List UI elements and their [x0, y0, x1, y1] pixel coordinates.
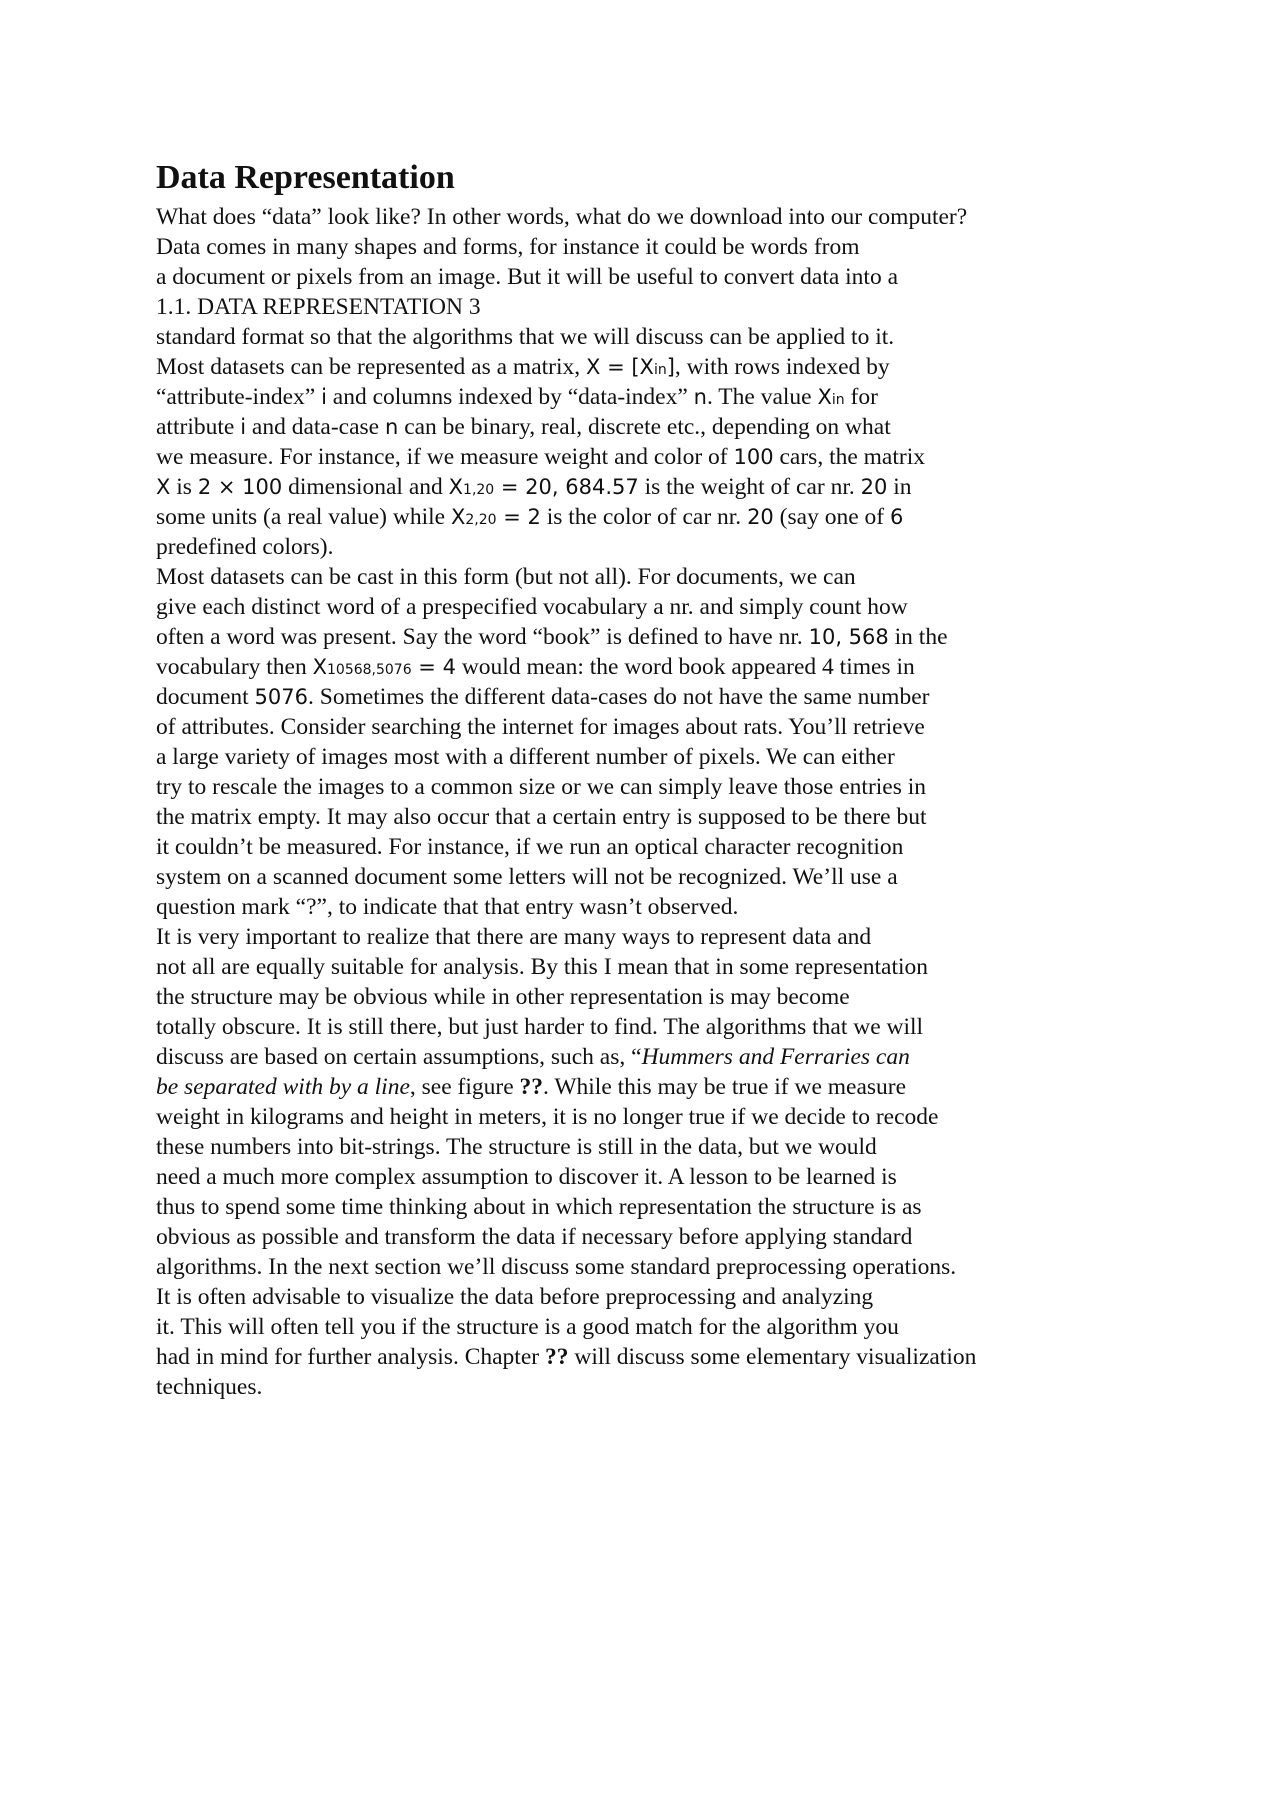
text-line: 1.1. DATA REPRESENTATION 3 [156, 294, 481, 320]
math-text: 20 [860, 475, 888, 499]
text-line: Most datasets can be cast in this form (but not all). For documents, we can [156, 564, 856, 590]
text-segment: in [887, 474, 912, 500]
text-line: Data comes in many shapes and forms, for instance it could be words from [156, 234, 860, 260]
math-text: X [450, 505, 466, 529]
text-line [156, 1072, 1166, 1102]
text-segment: . Sometimes the different data-cases do not have the same number [308, 684, 930, 710]
text-line [156, 412, 1166, 442]
math-text: X [156, 475, 171, 499]
text-segment: in the [888, 624, 948, 650]
text-segment: (say one of [773, 504, 890, 530]
text-segment: would mean: the word book appeared 4 times in [455, 654, 915, 680]
text-line: the matrix empty. It may also occur that a certain entry is supposed to be there but [156, 804, 927, 830]
math-text: 100 [733, 445, 774, 469]
text-line: need a much more complex assumption to discover it. A lesson to be learned is [156, 1164, 897, 1190]
math-text: X [448, 475, 464, 499]
subscript-text: 1,20 [463, 482, 495, 498]
text-line: a document or pixels from an image. But it will be useful to convert data into a [156, 264, 899, 290]
text-line: totally obscure. It is still there, but just harder to find. The algorithms that we will [156, 1014, 924, 1040]
text-line: it. This will often tell you if the structure is a good match for the algorithm you [156, 1314, 899, 1340]
text-segment: had in mind for further analysis. Chapter [156, 1344, 545, 1370]
text-line [156, 1342, 1166, 1372]
text-line [156, 382, 1166, 412]
math-text: X [817, 385, 832, 409]
math-text: = 20, 684.57 [494, 475, 639, 499]
text-segment: “attribute-index” [156, 384, 322, 410]
math-text: n [385, 415, 399, 439]
text-segment: , with rows indexed by [674, 354, 890, 380]
text-line [156, 652, 1166, 682]
text-line [156, 682, 1166, 712]
math-text: i [321, 385, 327, 409]
text-line: predefined colors). [156, 534, 334, 560]
text-line: What does “data” look like? In other words, what do we download into our computer? [156, 204, 968, 230]
text-line: obvious as possible and transform the data if necessary before applying standard [156, 1224, 913, 1250]
text-line: algorithms. In the next section we’ll discuss some standard preprocessing operations. [156, 1254, 957, 1280]
text-line: question mark “?”, to indicate that that entry wasn’t observed. [156, 894, 739, 920]
text-line: a large variety of images most with a different number of pixels. We can either [156, 744, 895, 770]
text-line: these numbers into bit-strings. The structure is still in the data, but we would [156, 1134, 877, 1160]
text-line [156, 442, 1166, 472]
text-segment: . While this may be true if we measure [543, 1074, 907, 1100]
text-segment: is [170, 474, 198, 500]
text-segment: vocabulary then [156, 654, 313, 680]
text-segment: will discuss some elementary visualization [568, 1344, 977, 1370]
text-line [156, 1042, 1166, 1072]
text-line: It is often advisable to visualize the data before preprocessing and analyzing [156, 1284, 874, 1310]
text-segment: can be binary, real, discrete etc., depending on what [398, 414, 891, 440]
text-line [156, 472, 1166, 502]
text-segment: , see figure [409, 1074, 520, 1100]
text-segment: document [156, 684, 255, 710]
text-line: not all are equally suitable for analysis. By this I mean that in some representation [156, 954, 929, 980]
math-text: i [240, 415, 247, 439]
math-text: ] [666, 355, 675, 379]
math-text: n [693, 385, 707, 409]
math-text: X [312, 655, 327, 679]
text-segment: and columns indexed by “data-index” [326, 384, 694, 410]
text-segment: Hummers and Ferraries can [641, 1044, 910, 1070]
subscript-text: 2,20 [465, 512, 497, 528]
text-segment: is the color of car nr. [540, 504, 748, 530]
text-line: standard format so that the algorithms that we will discuss can be applied to it. [156, 324, 895, 350]
text-line: thus to spend some time thinking about in which representation the structure is as [156, 1194, 922, 1220]
text-segment: attribute [156, 414, 241, 440]
text-segment: we measure. For instance, if we measure weight and color of [156, 444, 734, 470]
text-segment: ?? [544, 1344, 569, 1370]
body-text [156, 202, 1166, 1402]
math-text: 6 [889, 505, 904, 529]
text-segment: be separated with by a line [156, 1074, 410, 1100]
text-line [156, 502, 1166, 532]
text-segment: and data-case [246, 414, 385, 440]
math-text: = 4 [411, 655, 456, 679]
text-segment: Most datasets can be represented as a matrix, [156, 354, 587, 380]
subscript-text: 10568,5076 [327, 662, 412, 678]
text-line: of attributes. Consider searching the internet for images about rats. You’ll retrieve [156, 714, 925, 740]
section-heading: Data Representation [156, 159, 455, 196]
text-line: It is very important to realize that there are many ways to represent data and [156, 924, 872, 950]
text-line: give each distinct word of a prespecified vocabulary a nr. and simply count how [156, 594, 908, 620]
text-line: try to rescale the images to a common size or we can simply leave those entries in [156, 774, 927, 800]
text-line: techniques. [156, 1374, 263, 1400]
text-segment: ?? [519, 1074, 544, 1100]
text-line [156, 622, 1166, 652]
text-segment: for [844, 384, 878, 410]
text-line: weight in kilograms and height in meters, it is no longer true if we decide to recode [156, 1104, 939, 1130]
math-text: 5076 [254, 685, 308, 709]
math-text: 20 [747, 505, 774, 529]
text-line [156, 352, 1166, 382]
math-text: 2 × 100 [197, 475, 283, 499]
text-line: it couldn’t be measured. For instance, if we run an optical character recognition [156, 834, 904, 860]
text-line: system on a scanned document some letters will not be recognized. We’ll use a [156, 864, 898, 890]
text-segment: cars, the matrix [773, 444, 925, 470]
document-page [156, 156, 1166, 1402]
subscript-text: in [653, 362, 667, 378]
text-segment: often a word was present. Say the word “book” is defined to have nr. [156, 624, 809, 650]
text-line: the structure may be obvious while in other representation is may become [156, 984, 850, 1010]
text-segment: some units (a real value) while [156, 504, 451, 530]
math-text: 10, 568 [808, 625, 889, 649]
text-segment: . The value [706, 384, 818, 410]
subscript-text: in [831, 392, 845, 408]
text-segment: dimensional and [282, 474, 449, 500]
math-text: X = [X [586, 355, 654, 379]
text-segment: discuss are based on certain assumptions, such as, “ [156, 1044, 642, 1070]
text-segment: is the weight of car nr. [638, 474, 861, 500]
math-text: = 2 [496, 505, 541, 529]
